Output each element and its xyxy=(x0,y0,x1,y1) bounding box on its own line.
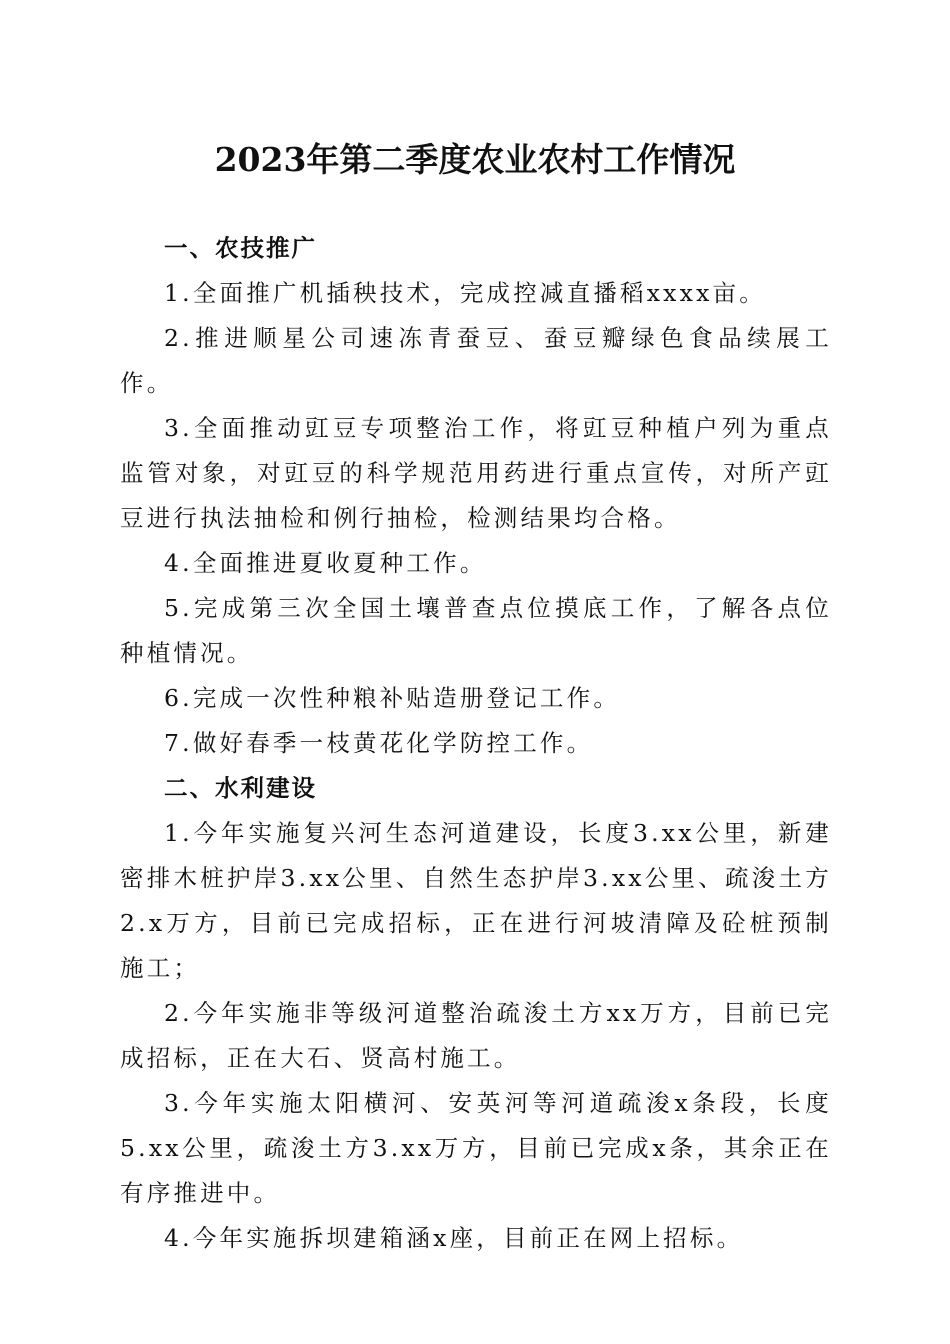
document-body xyxy=(120,226,832,1261)
paragraph: 1.今年实施复兴河生态河道建设，长度3.xx公里，新建密排木桩护岸3.xx公里、自然生态护岸3.xx公里、疏浚土方2.x万方，目前已完成招标，正在进行河坡清障及砼桩预制施工； xyxy=(120,819,832,982)
section-heading-agri-tech: 一、农技推广 xyxy=(164,234,317,262)
document-title: 2023年第二季度农业农村工作情况 xyxy=(214,140,736,179)
paragraph: 2.推进顺星公司速冻青蚕豆、蚕豆瓣绿色食品续展工作。 xyxy=(120,324,832,397)
paragraph: 2.今年实施非等级河道整治疏浚土方xx万方，目前已完成招标，正在大石、贤高村施工。 xyxy=(120,999,832,1072)
paragraph: 3.全面推动豇豆专项整治工作，将豇豆种植户列为重点监管对象，对豇豆的科学规范用药进行重点宣传，对所产豇豆进行执法抽检和例行抽检，检测结果均合格。 xyxy=(120,414,832,532)
paragraph: 4.今年实施拆坝建箱涵x座，目前正在网上招标。 xyxy=(164,1224,744,1252)
section-heading-water-conservancy: 二、水利建设 xyxy=(164,774,317,802)
paragraph: 6.完成一次性种粮补贴造册登记工作。 xyxy=(164,684,621,712)
paragraph: 5.完成第三次全国土壤普查点位摸底工作，了解各点位种植情况。 xyxy=(120,594,832,667)
paragraph: 3.今年实施太阳横河、安英河等河道疏浚x条段，长度5.xx公里，疏浚土方3.xx万方，目前已完成x条，其余正在有序推进中。 xyxy=(120,1089,832,1207)
paragraph: 7.做好春季一枝黄花化学防控工作。 xyxy=(164,729,594,757)
paragraph: 1.全面推广机插秧技术，完成控减直播稻xxxx亩。 xyxy=(164,279,766,307)
paragraph: 4.全面推进夏收夏种工作。 xyxy=(164,549,487,577)
